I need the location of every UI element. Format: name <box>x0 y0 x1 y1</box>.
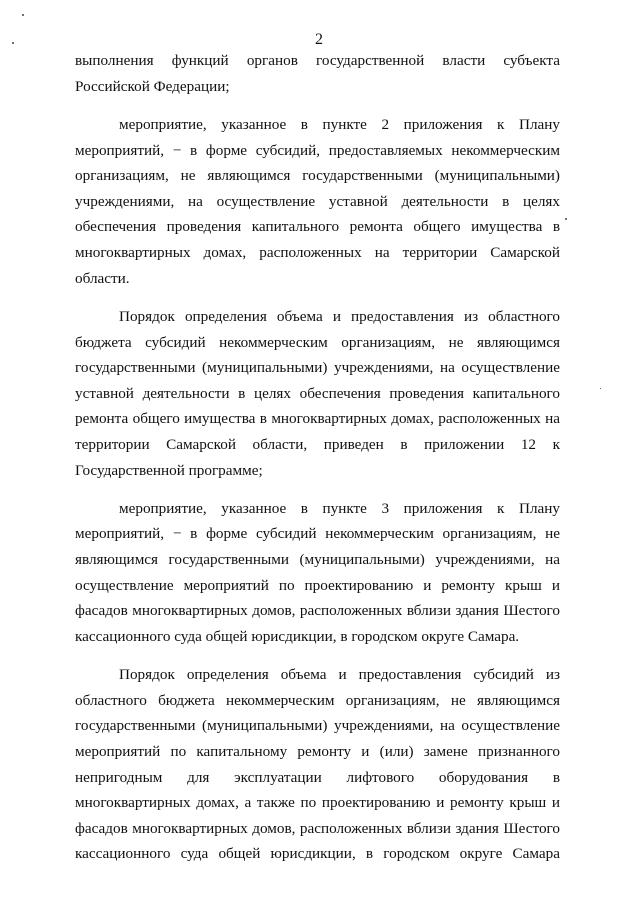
scan-speck <box>22 14 24 16</box>
text-line: территории Самарской области, приведен в приложении 12 к <box>75 435 560 453</box>
paragraph <box>75 662 560 867</box>
text-line: государственными (муниципальными) учреждениями, на осуществление <box>75 359 560 377</box>
text-line: областного бюджета некоммерческим организациям, не являющимся <box>75 691 560 709</box>
text-line: осуществление мероприятий по проектированию и ремонту крыш и <box>75 576 560 594</box>
text-line: мероприятий, − в форме субсидий, предоставляемых некоммерческим <box>75 141 560 159</box>
text-line: организациям, не являющимся государственными (муниципальными) <box>75 167 560 185</box>
text-line: Российской Федерации; <box>75 77 230 95</box>
text-line: уставной деятельности в целях обеспечения проведения капитального <box>75 384 560 402</box>
text-line: государственными (муниципальными) учреждениями, на осуществление <box>75 717 560 735</box>
document-body <box>75 48 560 880</box>
text-line: мероприятий, − в форме субсидий некоммерческим организациям, не <box>75 525 560 543</box>
text-line: мероприятие, указанное в пункте 2 приложения к Плану <box>119 115 560 133</box>
text-line: выполнения функций органов государственной власти субъекта <box>75 52 560 69</box>
text-line: кассационного суда общей юрисдикции, в городском округе Самара <box>75 845 560 863</box>
text-line: бюджета субсидий некоммерческим организациям, не являющимся <box>75 333 560 351</box>
paragraph <box>75 112 560 291</box>
text-line: являющимся государственными (муниципальными) учреждениями, на <box>75 551 560 569</box>
text-line: многоквартирных домах, расположенных на территории Самарской <box>75 243 560 261</box>
scan-speck <box>600 388 601 389</box>
paragraph <box>75 496 560 650</box>
scan-speck <box>565 218 567 220</box>
text-line: учреждениями, на осуществление уставной деятельности в целях <box>75 192 560 210</box>
text-line: фасадов многоквартирных домов, расположенных вблизи здания Шестого <box>75 602 560 620</box>
text-line: многоквартирных домах, а также по проектированию и ремонту крыш и <box>75 794 560 812</box>
paragraph <box>75 48 560 99</box>
scan-speck <box>12 42 14 44</box>
text-line: мероприятие, указанное в пункте 3 приложения к Плану <box>119 499 560 517</box>
text-line: Государственной программе; <box>75 461 263 479</box>
text-line: ремонта общего имущества в многоквартирных домах, расположенных на <box>75 410 560 428</box>
page-number: 2 <box>315 31 323 48</box>
text-line: Порядок определения объема и предоставления из областного <box>119 307 560 325</box>
text-line: непригодным для эксплуатации лифтового оборудования в <box>75 768 560 786</box>
text-line: обеспечения проведения капитального ремонта общего имущества в <box>75 218 560 236</box>
text-line: фасадов многоквартирных домов, расположенных вблизи здания Шестого <box>75 819 560 837</box>
text-line: области. <box>75 269 130 287</box>
paragraph <box>75 304 560 483</box>
text-line: кассационного суда общей юрисдикции, в городском округе Самара. <box>75 627 520 645</box>
text-line: мероприятий по капитальному ремонту и (или) замене признанного <box>75 743 560 761</box>
text-line: Порядок определения объема и предоставления субсидий из <box>119 666 560 684</box>
